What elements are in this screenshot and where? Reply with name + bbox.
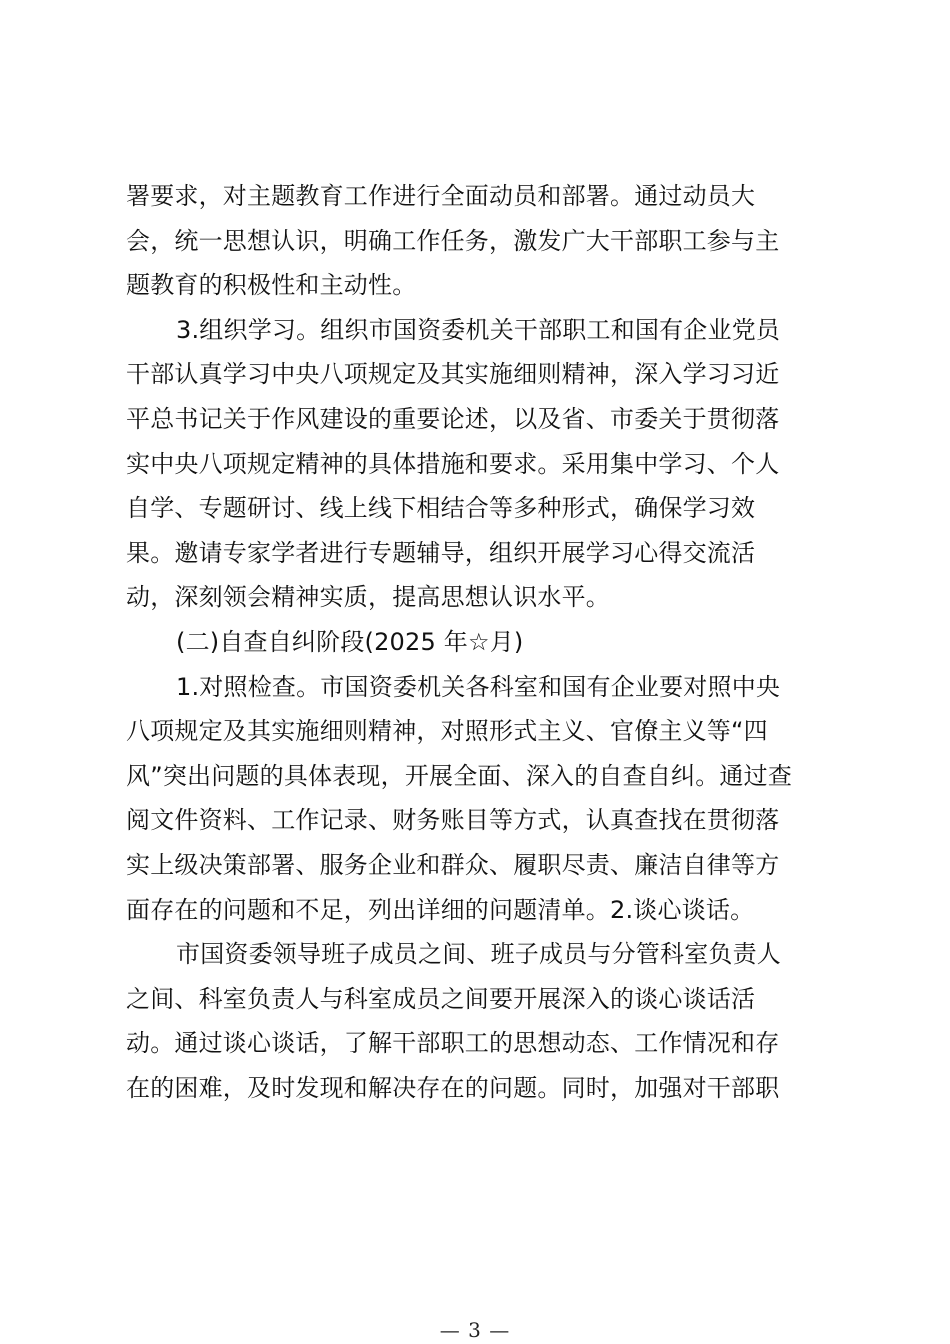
text-line: 题教育的积极性和主动性。 [126,271,417,300]
text-line: 面存在的问题和不足，列出详细的问题清单。2.谈心谈话。 [126,895,755,924]
text-line: 阅文件资料、工作记录、财务账目等方式，认真查找在贯彻落 [126,806,780,835]
paragraph-start-line: 1.对照检查。市国资委机关各科室和国有企业要对照中央 [176,672,781,701]
text-line: 平总书记关于作风建设的重要论述，以及省、市委关于贯彻落 [126,404,780,433]
text-line: 八项规定及其实施细则精神，对照形式主义、官僚主义等“四 [126,717,768,746]
text-line: 干部认真学习中央八项规定及其实施细则精神，深入学习习近 [126,360,780,389]
text-line: 风”突出问题的具体表现，开展全面、深入的自查自纠。通过查 [126,761,793,790]
text-line: 动。通过谈心谈话，了解干部职工的思想动态、工作情况和存 [126,1029,780,1058]
document-body [126,174,826,1110]
text-line: 自学、专题研讨、线上线下相结合等多种形式，确保学习效 [126,494,756,523]
text-line: 署要求，对主题教育工作进行全面动员和部署。通过动员大 [126,182,756,210]
paragraph-start-line: 市国资委领导班子成员之间、班子成员与分管科室负责人 [176,940,781,969]
text-line: 实中央八项规定精神的具体措施和要求。采用集中学习、个人 [126,449,780,478]
text-line: 之间、科室负责人与科室成员之间要开展深入的谈心谈话活 [126,984,756,1013]
text-line: 会，统一思想认识，明确工作任务，激发广大干部职工参与主 [126,226,780,255]
text-line: 动，深刻领会精神实质，提高思想认识水平。 [126,583,610,612]
text-line: 实上级决策部署、服务企业和群众、履职尽责、廉洁自律等方 [126,850,780,879]
paragraph-start-line: 3.组织学习。组织市国资委机关干部职工和国有企业党员 [176,315,781,344]
section-heading: (二)自查自纠阶段(2025 年☆月) [176,627,524,656]
text-line: 果。邀请专家学者进行专题辅导，组织开展学习心得交流活 [126,538,756,567]
text-line: 在的困难，及时发现和解决存在的问题。同时，加强对干部职 [126,1073,780,1102]
page-number: — 3 — [439,1318,511,1342]
